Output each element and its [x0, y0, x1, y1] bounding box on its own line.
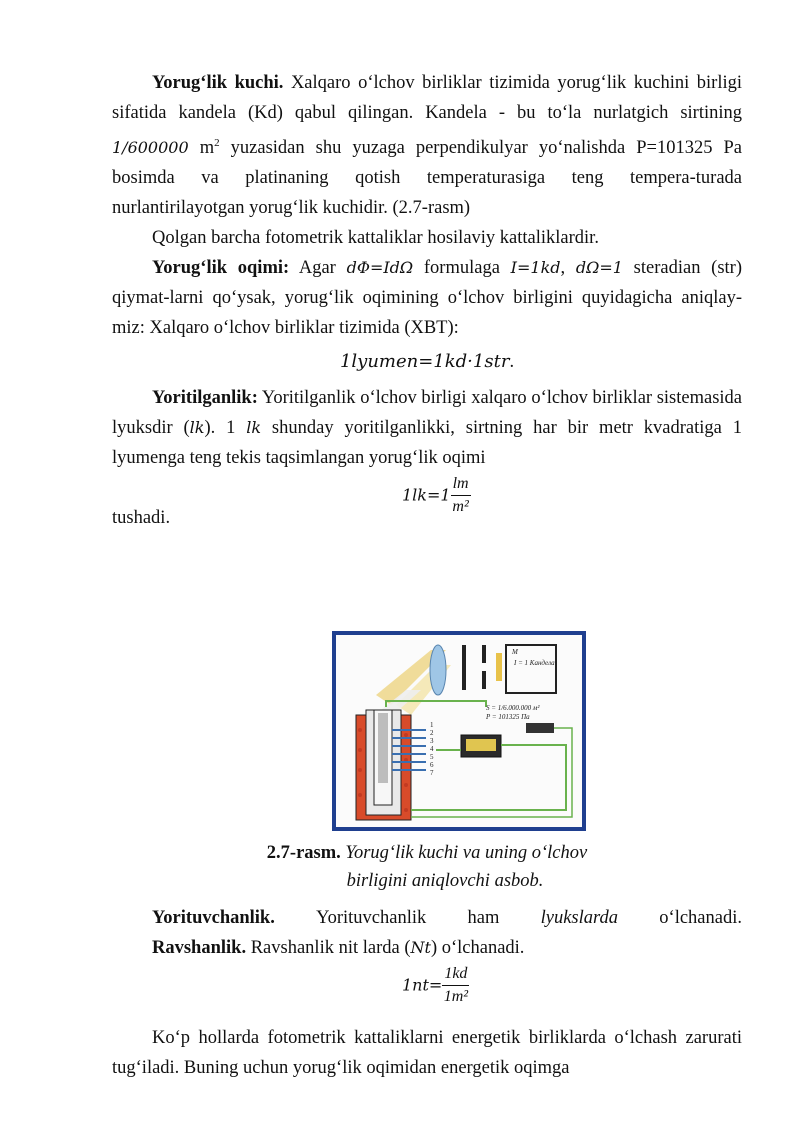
- text: Xalqaro o‘lchov birliklar tizimida yorug‘lik kuchini birligi sifatida kandela (Kd) qabul qilingan. Kandela - bu to‘la nurlatgich sirtining: [112, 73, 742, 123]
- caption-label: 2.7-rasm.: [266, 843, 341, 864]
- paragraph-illuminance: [112, 383, 742, 473]
- text: Yoritilganlik o‘lchov birligi xalqaro o‘lchov birliklar sistemasida lyuksdir (: [112, 388, 742, 439]
- unit-sup: 2: [214, 137, 220, 149]
- symbol: lk: [189, 418, 205, 438]
- formula: dΦ=IdΩ: [346, 258, 414, 278]
- paragraph-energetic: Ko‘p hollarda fotometrik kattaliklarni energetik birliklarda o‘lchash zarurati tug‘iladi. Buning uchun yorug‘lik oqimidan energetik oqimga: [112, 1028, 742, 1079]
- text: yuzasidan shu yuzaga perpendikulyar yo‘nalishda P=101325 Pa bosimda va platinaning qotish temperaturasiga teng tempera-turada nurlantirilayotgan yorug‘lik kuchidir. (2.7-rasm): [112, 138, 742, 219]
- paragraph-luminous-intensity: [112, 68, 742, 223]
- numerator: lm: [451, 473, 471, 496]
- symbol: Nt: [410, 938, 431, 958]
- label-number: 6: [430, 761, 434, 770]
- equation-text: 1lyumen=1kd·1str: [339, 351, 510, 373]
- text: shunday yoritilganlikki, sirtning har bir metr kvadratiga 1 lyumenga teng tekis taqsimlangan yorug‘lik oqimi: [112, 418, 742, 469]
- unit: m: [188, 138, 215, 159]
- text: ). 1: [204, 418, 247, 439]
- caption-text: Yorug‘lik kuchi va uning o‘lchov: [340, 843, 588, 864]
- text: formulaga: [413, 258, 511, 279]
- label-number: 7: [430, 769, 434, 778]
- heading-luminous-intensity: Yorug‘lik kuchi.: [152, 73, 284, 93]
- label-number: 4: [430, 745, 434, 754]
- paragraph-derived: Qolgan barcha fotometrik kattaliklar hosilaviy kattaliklardir.: [152, 228, 599, 249]
- symbol: lk: [246, 418, 262, 438]
- fraction-inline: 1/600000: [112, 138, 189, 158]
- denominator: m²: [452, 498, 469, 516]
- equation-dot: .: [509, 352, 515, 373]
- word: lyukslarda: [540, 908, 619, 929]
- paragraph-luminous-flux: [112, 253, 742, 343]
- text: ) o‘lchanadi.: [430, 938, 525, 959]
- label-number: 1: [430, 721, 434, 730]
- equation-lux-block: [112, 473, 742, 533]
- label-number: 3: [430, 737, 434, 746]
- word: ham: [467, 908, 500, 929]
- formula: dΩ=1: [575, 258, 623, 278]
- heading-luminance: Ravshanlik.: [152, 938, 247, 959]
- numerator: 1kd: [442, 963, 469, 986]
- label-number: 2: [430, 729, 434, 738]
- formula: I=1kd: [510, 258, 561, 278]
- equation-left: 1lk=1: [402, 485, 451, 505]
- paragraph-luminous-emittance: [112, 903, 742, 933]
- text: Agar: [289, 258, 347, 279]
- fraction: [442, 963, 469, 1008]
- text: Ravshanlik nit larda (: [246, 938, 411, 959]
- label-number: 5: [430, 753, 434, 762]
- denominator: 1m²: [443, 988, 469, 1006]
- label-area: S = 1/6.000.000 м²: [486, 704, 540, 713]
- equation-lumen: [112, 347, 742, 377]
- word: Yorituvchanlik: [316, 908, 427, 929]
- caption-line-2: [112, 867, 742, 895]
- heading-luminous-flux: Yorug‘lik oqimi:: [152, 258, 290, 279]
- paragraph-luminance: [112, 933, 742, 963]
- label-m: M: [512, 648, 518, 657]
- text: ,: [560, 258, 576, 279]
- figure-frame: [332, 631, 586, 831]
- word: o‘lchanadi.: [659, 908, 742, 929]
- fraction: [451, 473, 471, 518]
- text-tushadi: tushadi.: [112, 508, 171, 529]
- equation-nit-block: [112, 963, 742, 1023]
- document-page: [112, 68, 742, 1083]
- equation-left: 1nt=: [402, 975, 443, 995]
- heading-luminous-emittance: Yorituvchanlik.: [152, 908, 275, 929]
- equation-nit: [402, 963, 469, 1008]
- apparatus-illustration: [336, 635, 582, 827]
- caption-text: birligini aniqlovchi asbob.: [346, 871, 544, 892]
- caption-line-1: [112, 839, 742, 867]
- heading-illuminance: Yoritilganlik:: [152, 388, 258, 409]
- figure-2-7: [112, 631, 742, 831]
- label-intensity: I = 1 Кандела: [514, 659, 555, 668]
- figure-caption: [112, 839, 742, 895]
- label-pressure: P = 101325 Па: [486, 713, 530, 722]
- text: steradian (str) qiymat-larni qo‘ysak, yorug‘lik oqimining o‘lchov birligini quyidagicha aniqlay-miz: Xalqaro o‘lchov birliklar tizimida (XBT):: [112, 258, 742, 339]
- equation-lux: [402, 473, 471, 518]
